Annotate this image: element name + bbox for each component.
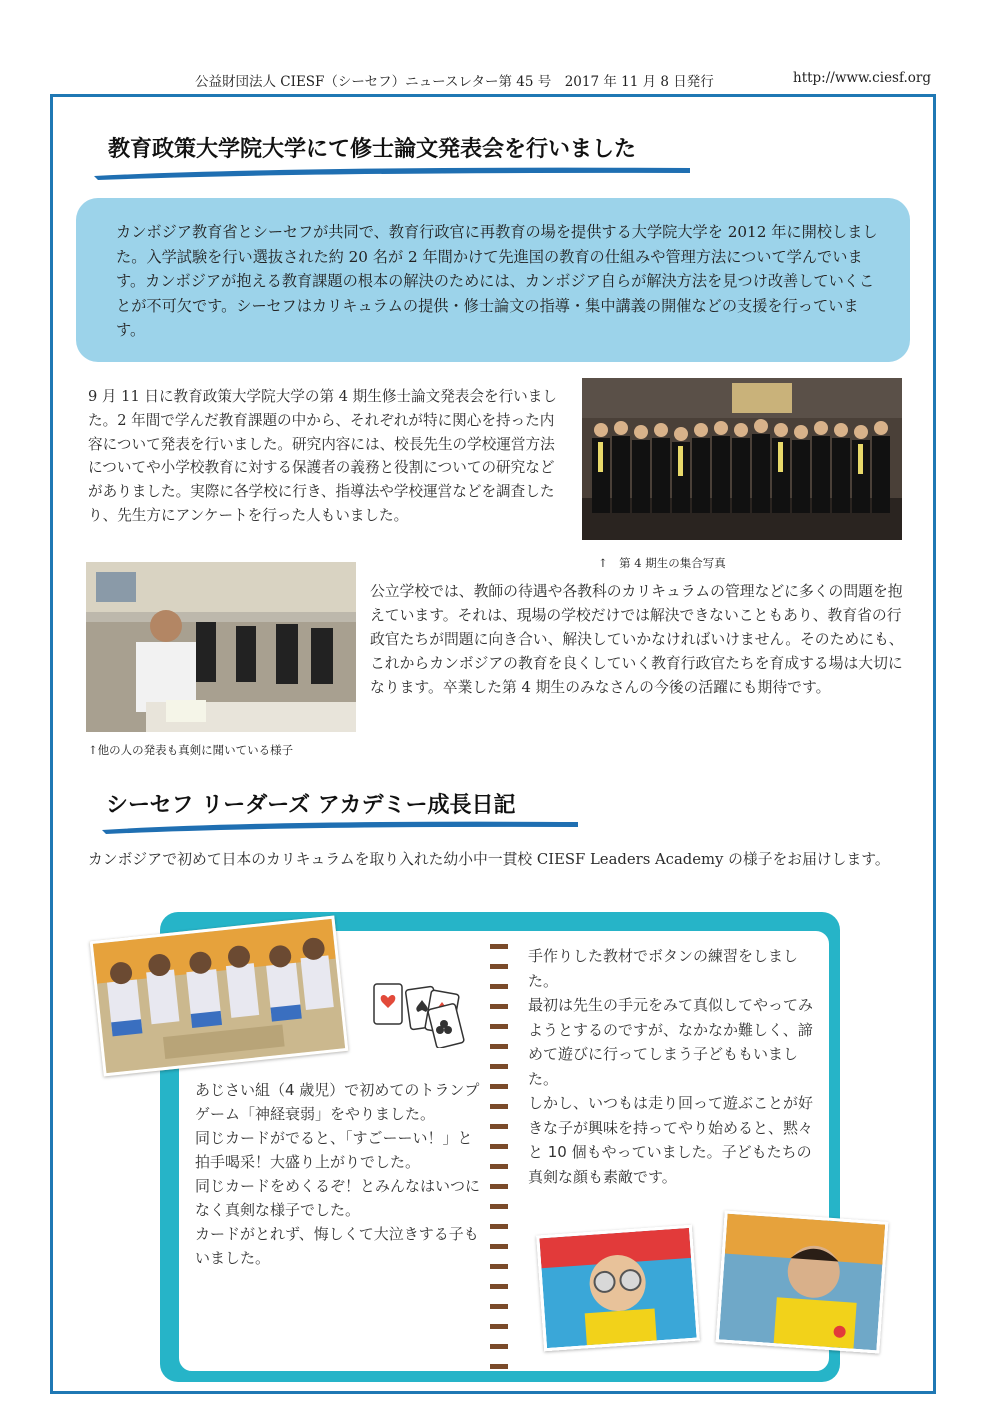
- section2-lead: カンボジアで初めて日本のカリキュラムを取り入れた幼小中一貫校 CIESF Leaders Academy の様子をお届けします。: [88, 851, 890, 868]
- card-game-photo: [90, 916, 349, 1077]
- header-url[interactable]: http://www.ciesf.org: [793, 70, 932, 86]
- section1-paragraph-1: 9 月 11 日に教育政策大学院大学の第 4 期生修士論文発表会を行いました。2 年間で学んだ教育課題の中から、それぞれが特に関心を持った内容について発表を行いました。研究内容には、校長先生の学校運営方法についてや小学校教育に対する保護者の義務と役割についての研究などがありました。実際に各学校に行き、指導法や学校運営などを調査したり、先生方にアンケートを行った人もいました。: [88, 388, 557, 524]
- group-photo-illustration: [582, 378, 902, 540]
- group-photo-caption: ↑ 第 4 期生の集合写真: [598, 556, 726, 570]
- notebook-spiral: [488, 940, 510, 1370]
- listening-photo-illustration: [86, 562, 356, 732]
- newsletter-header: [195, 70, 932, 90]
- section1-paragraph-2: 公立学校では、教師の待遇や各教科のカリキュラムの管理などに多くの問題を抱えています。それは、現場の学校だけでは解決できないこともあり、教育省の行政官たちが問題に向き合い、解決していかなければいけません。そのためにも、これからカンボジアの教育を良くしていく教育行政官たちを育成する場は大切になります。卒業した第 4 期生のみなさんの今後の活躍にも期待です。: [370, 583, 904, 696]
- child-threading-photo: [716, 1210, 889, 1353]
- right-text: 手作りした教材でボタンの練習をしました。 最初は先生の手元をみて真似してやってみようとするのですが、なかなか難しく、諦めて遊びに行ってしまう子どももいました。 しかし、いつもは走り回って遊ぶことが好きな子が興味を持ってやり始めると、黙々と 10 個もやっていました。子どもたちの真剣な顔も素敵です。: [528, 947, 814, 1186]
- section1-title-underline: [92, 160, 692, 182]
- notebook-right-text: [528, 944, 818, 1189]
- child-photo-1-illustration: [539, 1228, 696, 1348]
- section1-title: 教育政策大学院大学にて修士論文発表会を行いました: [108, 137, 637, 162]
- header-publisher: 公益財団法人 CIESF（シーセフ）ニュースレター第 45 号 2017 年 11 月 8 日発行: [195, 74, 714, 90]
- section2-title: シーセフ リーダーズ アカデミー成長日記: [106, 793, 516, 818]
- card-game-photo-illustration: [93, 919, 345, 1073]
- left-text: あじさい組（4 歳児）で初めてのトランプゲーム「神経衰弱」をやりました。 同じカードがでると、「すごーーい！」と拍手喝采！大盛り上がりでした。 同じカードをめくるぞ！とみんなはいつになく真剣な様子でした。 カードがとれず、悔しくて大泣きする子もいました。: [195, 1081, 481, 1267]
- section2-title-underline: [100, 814, 580, 836]
- listening-photo: [86, 562, 356, 732]
- child-photo-2-illustration: [719, 1214, 885, 1351]
- group-photo: [582, 378, 902, 540]
- intro-box: カンボジア教育省とシーセフが共同で、教育行政官に再教育の場を提供する大学院大学を 2012 年に開校しました。入学試験を行い選抜された約 20 名が 2 年間かけて先進国の教育の仕組みや管理方法について学んでいます。カンボジアが抱える教育課題の根本の解決のためには、カンボジア自らが解決方法を見つけ改善していくことが不可欠です。シーセフはカリキュラムの提供・修士論文の指導・集中講義の開催などの支援を行っています。: [76, 198, 910, 362]
- listening-photo-caption: ↑他の人の発表も真剣に聞いている様子: [88, 743, 294, 757]
- child-with-button-toy-photo: [536, 1225, 700, 1352]
- notebook-left-text: [195, 1078, 485, 1270]
- playing-cards-icon: [370, 978, 470, 1048]
